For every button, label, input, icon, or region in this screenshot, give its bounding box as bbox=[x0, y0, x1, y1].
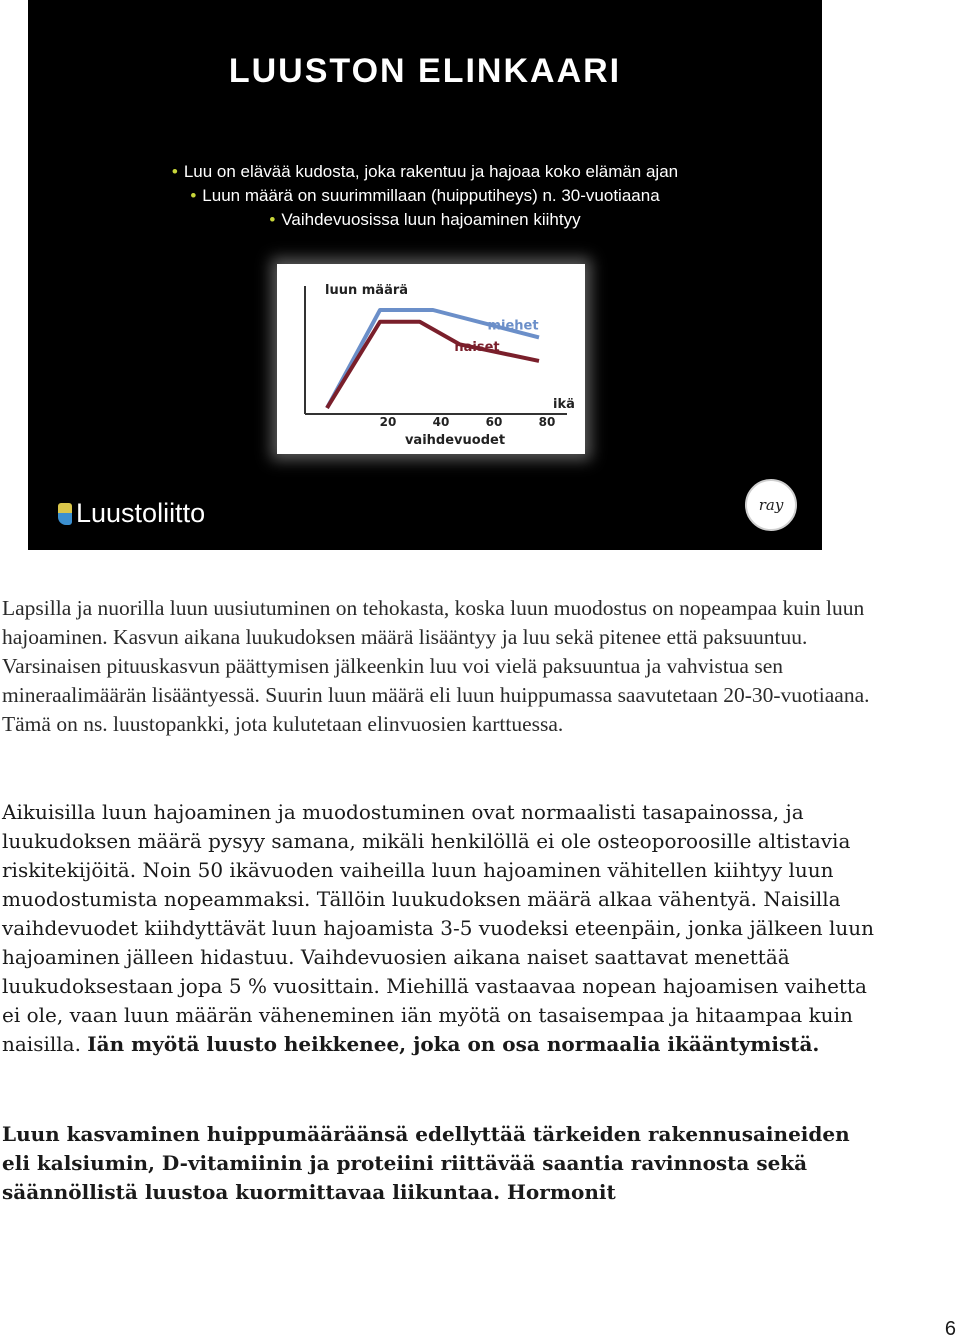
x-tick-label: 80 bbox=[538, 415, 556, 429]
bullet-item: • Vaihdevuosissa luun hajoaminen kiihtyy bbox=[269, 210, 581, 229]
bullet-item: • Luun määrä on suurimmillaan (huipputiheys) n. 30-vuotiaana bbox=[190, 186, 660, 205]
bone-mass-chart bbox=[277, 264, 585, 454]
chart-svg bbox=[277, 264, 585, 454]
paragraph-1: Lapsilla ja nuorilla luun uusiutuminen on tehokasta, koska luun muodostus on nopeampaa kuin luun hajoaminen. Kasvun aikana luukudoksen määrä lisääntyy ja luu sekä pitenee että paksuuntuu. Varsinaisen pituuskasvun päättymisen jälkeenkin luu voi vielä paksuuntua ja vahvistua sen mineraalimäärän lisääntyessä. Suurin luun määrä eli luun huippumassa saavutetaan 20-30-vuotiaana. Tämä on ns. luustopankki, jota kulutetaan elinvuosien karttuessa. bbox=[2, 596, 870, 736]
series-label-naiset: naiset bbox=[454, 339, 500, 355]
paragraph-2 bbox=[2, 798, 882, 1059]
bullet-icon: • bbox=[269, 210, 276, 229]
slide-title: LUUSTON ELINKAARI bbox=[228, 52, 622, 90]
paragraph-2-bold: Iän myötä luusto heikkenee, joka on osa normaalia ikääntymistä. bbox=[87, 1032, 820, 1056]
x-tick-label: 40 bbox=[432, 415, 450, 429]
bullet-icon: • bbox=[171, 162, 178, 181]
luustoliitto-logo: Luustoliitto bbox=[58, 498, 205, 534]
x-tick-label: 60 bbox=[485, 415, 503, 429]
bullet-item: • Luu on elävää kudosta, joka rakentuu ja hajoaa koko elämän ajan bbox=[171, 162, 679, 181]
series-label-miehet: miehet bbox=[487, 318, 539, 334]
paragraph-2-text: Aikuisilla luun hajoaminen ja muodostuminen ovat normaalisti tasapainossa, ja luukudoksen määrä pysyy samana, mikäli henkilöllä ei ole osteoporoosille altistavia riskitekijöitä. Noin 50 ikävuoden vaiheilla luun hajoaminen vähitellen kiihtyy luun muodostumista nopeammaksi. Tällöin luukudoksen määrä alkaa vähentyä. Naisilla vaihdevuodet kiihdyttävät luun hajoamista 3-5 vuodeksi eteenpäin, jonka jälkeen luun hajoaminen jälleen hidastuu. Vaihdevuosien aikana naiset saattavat menettää luukudoksestaan jopa 5 % vuosittain. Miehillä vastaavaa nopean hajoamisen vaihetta ei ole, vaan luun määrän väheneminen iän myötä on tasaisempaa ja hitaampaa kuin naisilla. bbox=[2, 800, 875, 1056]
x-tick-label: 20 bbox=[379, 415, 397, 429]
x-axis-label: ikä bbox=[553, 397, 575, 412]
page-number: 6 bbox=[944, 1318, 956, 1340]
bullet-icon: • bbox=[190, 186, 197, 205]
paragraph-3: Luun kasvaminen huippumääräänsä edellyttää tärkeiden rakennusaineiden eli kalsiumin, D-vitamiinin ja proteiini riittävää saantia ravinnosta sekä säännöllistä luustoa kuormittavaa liikuntaa. Hormonit bbox=[2, 1122, 850, 1204]
x-annotation-label: vaihdevuodet bbox=[404, 433, 506, 448]
ray-badge: ray bbox=[745, 479, 797, 531]
series-line-naiset bbox=[327, 322, 539, 408]
y-axis-label: luun määrä bbox=[325, 283, 409, 298]
slide-image bbox=[28, 0, 822, 550]
slide-bullets bbox=[28, 160, 822, 232]
logo-mark-icon bbox=[58, 503, 72, 525]
